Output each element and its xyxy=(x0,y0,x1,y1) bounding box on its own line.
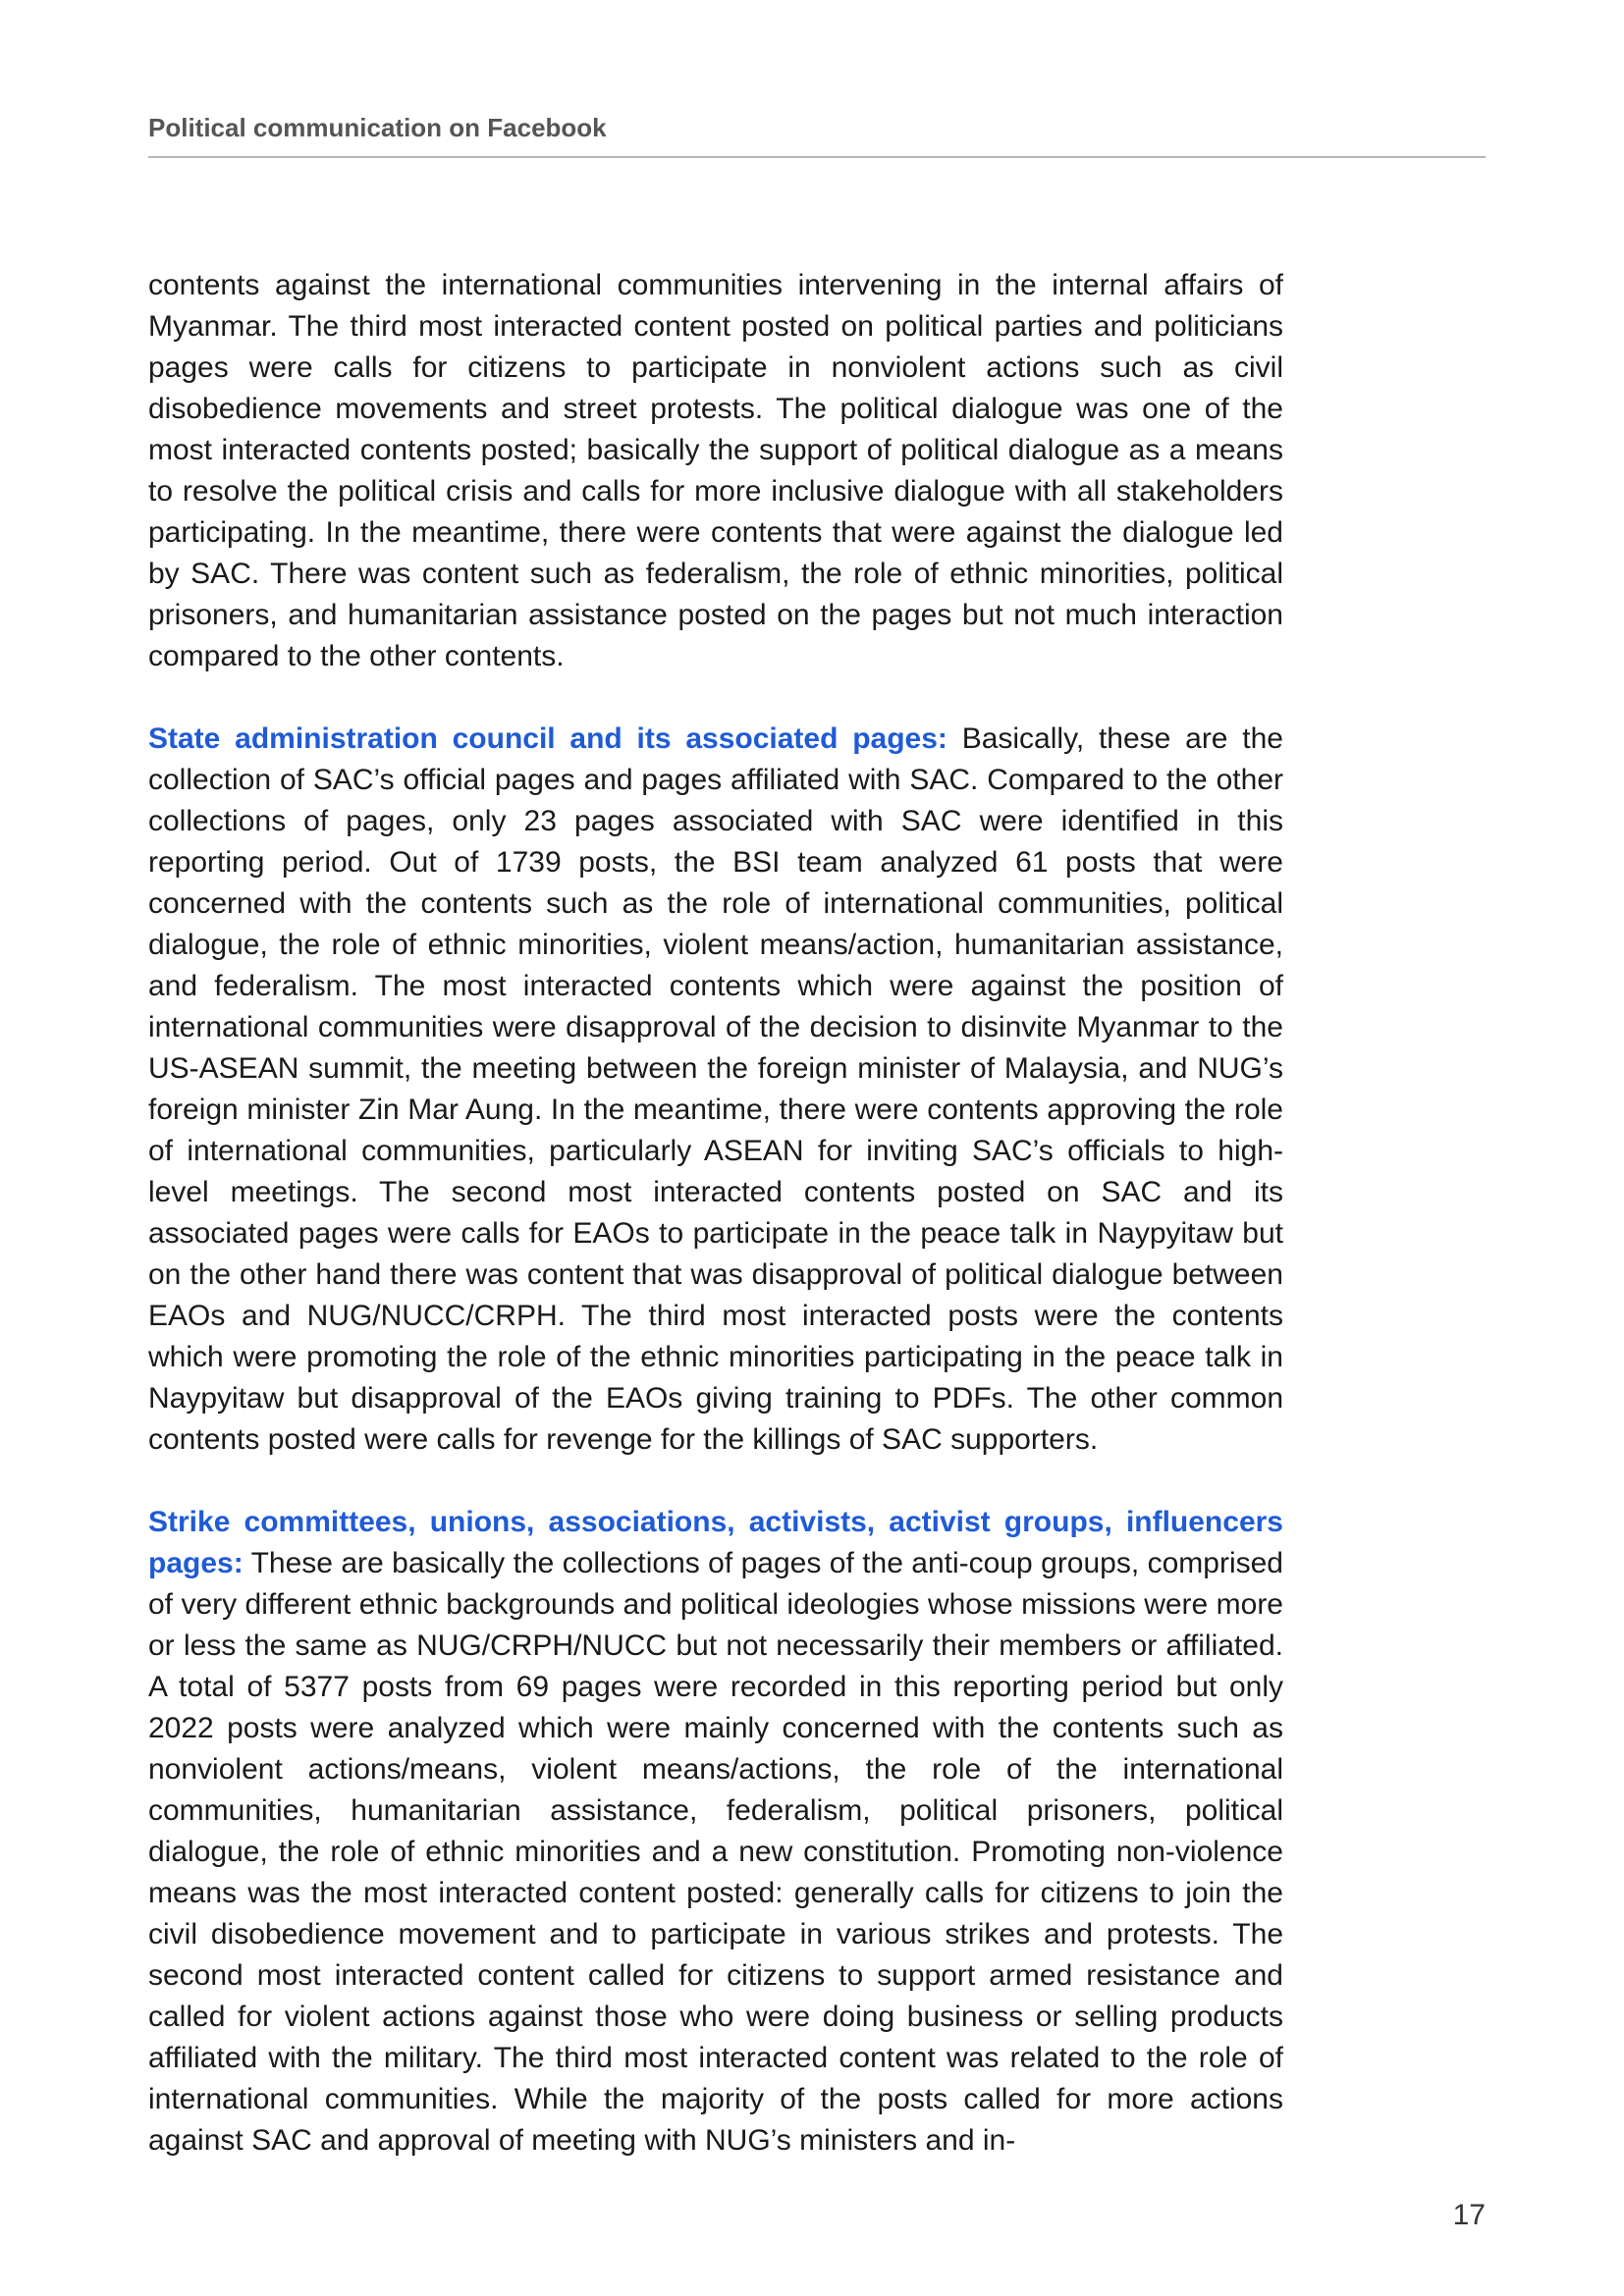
page-number: 17 xyxy=(1452,2199,1486,2231)
paragraph-political-parties xyxy=(148,265,1283,677)
paragraph-text: contents against the international communities intervening in the internal affairs of Myanmar. The third most interacted content posted on political parties and politicians pages were calls for citizens to participate in nonviolent actions such as civil disobedience movements and street protests. The political dialogue was one of the most interacted contents posted; basically the support of political dialogue as a means to resolve the political crisis and calls for more inclusive dialogue with all stakeholders participating. In the meantime, there were contents that were against the dialogue led by SAC. There was content such as federalism, the role of ethnic minorities, political prisoners, and humanitarian assistance posted on the pages but not much interaction compared to the other contents. xyxy=(148,269,1283,672)
paragraph-text: These are basically the collections of pages of the anti-coup groups, comprised of very different ethnic backgrounds and political ideologies whose missions were more or less the same as NUG/CRPH/NUCC but not necessarily their members or affiliated. A total of 5377 posts from 69 pages were recorded in this reporting period but only 2022 posts were analyzed which were mainly concerned with the contents such as nonviolent actions/means, violent means/actions, the role of the international communities, humanitarian assistance, federalism, political prisoners, political dialogue, the role of ethnic minorities and a new constitution. Promoting non-violence means was the most interacted content posted: generally calls for citizens to join the civil disobedience movement and to participate in various strikes and protests. The second most interacted content called for citizens to support armed resistance and called for violent actions against those who were doing business or selling products affiliated with the military. The third most interacted content was related to the role of international communities. While the majority of the posts called for more actions against SAC and approval of meeting with NUG’s ministers and in- xyxy=(148,1547,1283,2157)
body-text xyxy=(148,265,1283,2203)
section-lead-sac: State administration council and its associated pages: xyxy=(148,722,947,755)
section-lead-strike-committees: Strike committees, unions, associations, activists, activist groups, influencers pages: xyxy=(148,1506,1283,1579)
paragraph-sac-pages xyxy=(148,719,1283,1461)
header-divider xyxy=(148,156,1486,158)
running-header: Political communication on Facebook xyxy=(148,113,607,142)
paragraph-text: Basically, these are the collection of SAC’s official pages and pages affiliated with SAC. Compared to the other collections of pages, only 23 pages associated with SAC were identified in this reporting period. Out of 1739 posts, the BSI team analyzed 61 posts that were concerned with the contents such as the role of international communities, political dialogue, the role of ethnic minorities, violent means/action, humanitarian assistance, and federalism. The most interacted contents which were against the position of international communities were disapproval of the decision to disinvite Myanmar to the US-ASEAN summit, the meeting between the foreign minister of Malaysia, and NUG’s foreign minister Zin Mar Aung. In the meantime, there were contents approving the role of international communities, particularly ASEAN for inviting SAC’s officials to high-level meetings. The second most interacted contents posted on SAC and its associated pages were calls for EAOs to participate in the peace talk in Naypyitaw but on the other hand there was content that was disapproval of political dialogue between EAOs and NUG/NUCC/CRPH. The third most interacted posts were the contents which were promoting the role of the ethnic minorities participating in the peace talk in Naypyitaw but disapproval of the EAOs giving training to PDFs. The other common contents posted were calls for revenge for the killings of SAC supporters. xyxy=(148,722,1283,1456)
paragraph-strike-committees xyxy=(148,1502,1283,2162)
